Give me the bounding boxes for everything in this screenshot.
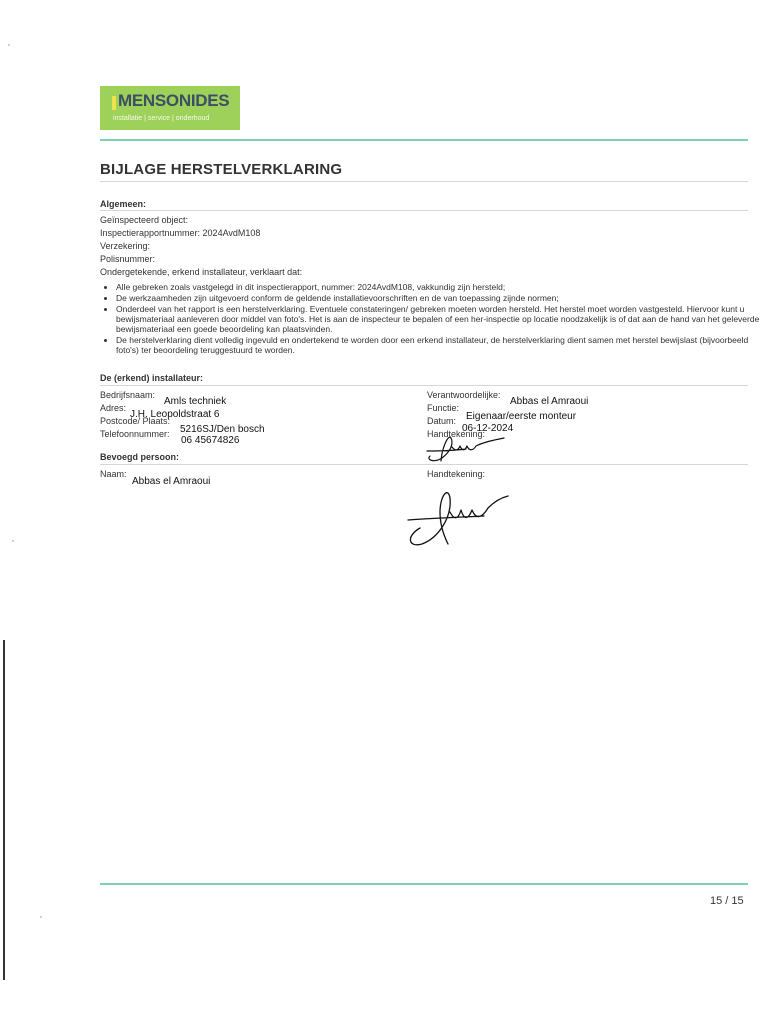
scan-speck xyxy=(8,44,10,46)
declaration-item: • De werkzaamheden zijn uitgevoerd conform de geldende installatievoorschriften en de van toepassing zijnde normen; xyxy=(116,293,764,303)
scan-speck xyxy=(40,916,42,918)
field-verklaart: Ondergetekende, erkend installateur, verklaart dat: xyxy=(100,267,303,277)
label-telefoonnummer: Telefoonnummer: xyxy=(100,429,170,439)
value-datum: 06-12-2024 xyxy=(462,423,514,434)
label-postcode: Postcode/ Plaats: xyxy=(100,416,171,426)
scan-speck xyxy=(12,540,14,542)
value-functie: Eigenaar/eerste monteur xyxy=(466,411,577,422)
label-adres: Adres: xyxy=(100,403,127,413)
page-number: 15 / 15 xyxy=(710,895,744,907)
scan-edge xyxy=(3,640,5,980)
label-handtekening-bevoegd: Handtekening: xyxy=(427,469,486,479)
label-functie: Functie: xyxy=(427,403,460,413)
footer-rule xyxy=(100,883,748,885)
header-rule xyxy=(100,139,748,141)
field-geinspecteerd-object: Geïnspecteerd object: xyxy=(100,215,189,225)
document-title: BIJLAGE HERSTELVERKLARING xyxy=(100,161,343,178)
title-rule xyxy=(100,181,748,182)
declaration-item: • De herstelverklaring dient volledig ingevuld en ondertekend te worden door een erkend installateur, de herstelverklaring dient samen met herstel bewijslast (bijvoorbeeld foto's) ter beoordeling teruggestuurd te worden. xyxy=(116,335,764,355)
value-naam: Abbas el Amraoui xyxy=(132,476,211,487)
section-heading-algemeen: Algemeen: xyxy=(100,199,147,209)
label-naam: Naam: xyxy=(100,469,127,479)
section-heading-installateur: De (erkend) installateur: xyxy=(100,373,204,383)
value-telefoonnummer: 06 45674826 xyxy=(181,435,240,446)
field-inspectierapportnummer: Inspectierapportnummer: 2024AvdM108 xyxy=(100,228,261,238)
section-rule xyxy=(100,210,748,211)
field-verzekering: Verzekering: xyxy=(100,241,151,251)
declaration-item: • Alle gebreken zoals vastgelegd in dit inspectierapport, nummer: 2024AvdM108, vakkundig zijn hersteld; xyxy=(116,282,764,292)
value-bedrijfsnaam: Amls techniek xyxy=(164,396,227,407)
logo-name: MENSONIDES xyxy=(118,91,230,110)
section-rule xyxy=(100,385,748,386)
declaration-item: • Onderdeel van het rapport is een herstelverklaring. Eventuele constateringen/ gebreken moeten worden hersteld. Het herstel moet worden vastgesteld. Hiervoor kunt u bewijsmateriaal aanleveren door middel van foto's. Het is aan de inspecteur te bepalen of een her-inspectie op locatie noodzakelijk is of dat aan de hand van het geleverde bewijsmateriaal een goede beoordeling kan plaatsvinden. xyxy=(116,304,764,334)
section-rule xyxy=(100,464,748,465)
label-bedrijfsnaam: Bedrijfsnaam: xyxy=(100,390,156,400)
logo-mark xyxy=(112,96,116,110)
label-datum: Datum: xyxy=(427,416,457,426)
section-heading-bevoegd: Bevoegd persoon: xyxy=(100,452,180,462)
signature-installateur xyxy=(424,434,506,464)
field-polisnummer: Polisnummer: xyxy=(100,254,156,264)
signature-bevoegd xyxy=(404,484,514,550)
label-handtekening: Handtekening: xyxy=(427,429,486,439)
value-adres: J.H. Leopoldstraat 6 xyxy=(130,409,220,420)
logo-tagline: installatie | service | onderhoud xyxy=(113,115,210,122)
value-verantwoordelijke: Abbas el Amraoui xyxy=(510,396,589,407)
value-postcode: 5216SJ/Den bosch xyxy=(180,424,265,435)
declaration-list xyxy=(100,282,764,356)
company-logo xyxy=(100,86,240,130)
label-verantwoordelijke: Verantwoordelijke: xyxy=(427,390,501,400)
